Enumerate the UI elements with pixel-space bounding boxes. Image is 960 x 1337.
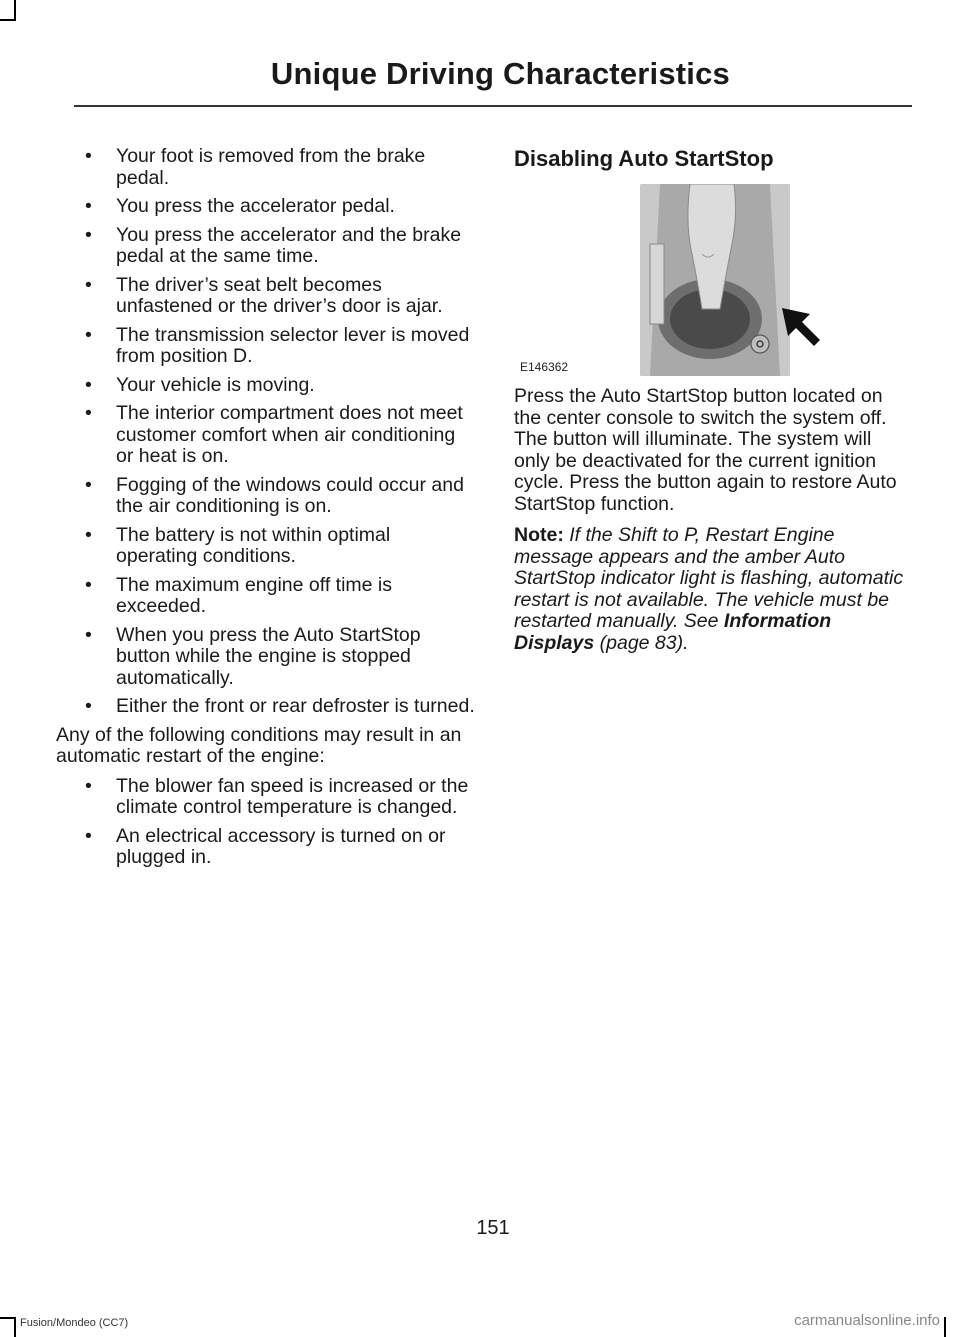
restart-condition-list (56, 776, 476, 869)
list-item (56, 826, 476, 869)
bullet-icon: • (85, 774, 92, 797)
crop-mark (944, 1317, 946, 1337)
bullet-icon: • (85, 223, 92, 246)
list-item (56, 575, 476, 618)
bullet-icon: • (85, 695, 92, 717)
bullet-icon: • (85, 402, 92, 424)
list-item (56, 325, 476, 368)
list-item (56, 625, 476, 690)
list-item (56, 275, 476, 318)
list-item (56, 196, 476, 218)
list-item-text: Your vehicle is moving. (116, 373, 315, 396)
list-item-text: The interior compartment does not meet customer comfort when air conditioning or heat is on. (116, 402, 463, 467)
list-item-text: Your foot is removed from the brake pedal. (116, 145, 426, 189)
list-item-text: When you press the Auto StartStop button while the engine is stopped automatically. (116, 623, 421, 689)
header-divider (74, 105, 912, 107)
list-item-text: You press the accelerator pedal. (116, 195, 395, 217)
crop-mark (14, 0, 16, 20)
list-item-text: Fogging of the windows could occur and the air conditioning is on. (116, 473, 464, 517)
list-item-text: The battery is not within optimal operating conditions. (116, 523, 391, 567)
bullet-icon: • (85, 145, 92, 167)
bullet-icon: • (85, 473, 92, 496)
list-item (56, 403, 476, 468)
bullet-icon: • (85, 195, 92, 217)
footer-model: Fusion/Mondeo (CC7) (20, 1317, 129, 1329)
list-item (56, 375, 476, 397)
figure-code: E146362 (520, 360, 569, 374)
list-item-text: You press the accelerator and the brake pedal at the same time. (116, 223, 462, 267)
left-column (56, 146, 476, 876)
bullet-icon: • (85, 523, 92, 546)
watermark-site: carmanualsonline.info (794, 1312, 940, 1329)
note-paragraph (514, 525, 910, 654)
page-title: Unique Driving Characteristics (270, 56, 730, 91)
gear-shifter-image (640, 184, 790, 376)
list-item (56, 525, 476, 568)
stop-condition-list (56, 146, 476, 718)
list-item-text: The blower fan speed is increased or the climate control temperature is changed. (116, 774, 469, 818)
information-displays-link[interactable]: Information Displays (514, 610, 832, 654)
arrow-icon (778, 304, 822, 348)
bullet-icon: • (85, 824, 92, 847)
console-figure (514, 184, 814, 376)
disable-instructions: Press the Auto StartStop button located on the center console to switch the system off. The button will illuminate. The system will only be deactivated for the current ignition cycle. Press the button again to restore Auto StartStop function. (514, 385, 897, 515)
crop-mark (0, 19, 16, 21)
note-text: If the Shift to P, Restart Engine message appears and the amber Auto StartStop indicator light is flashing, automatic restart is not available. The vehicle must be restarted manually. See (514, 524, 904, 632)
list-item-text: The maximum engine off time is exceeded. (116, 573, 392, 617)
bullet-icon: • (85, 273, 92, 296)
list-item (56, 225, 476, 268)
page-number: 151 (476, 1217, 510, 1239)
bullet-icon: • (85, 573, 92, 596)
gear-shifter-illustration (640, 184, 790, 376)
bullet-icon: • (85, 323, 92, 346)
list-item-text: Either the front or rear defroster is turned. (116, 695, 475, 717)
bullet-icon: • (85, 623, 92, 646)
crop-mark (0, 1317, 16, 1319)
list-item (56, 146, 476, 189)
list-item-text: An electrical accessory is turned on or plugged in. (116, 824, 446, 868)
right-column (514, 146, 910, 661)
list-item (56, 776, 476, 819)
list-item (56, 475, 476, 518)
bullet-icon: • (85, 373, 92, 396)
restart-intro: Any of the following conditions may result in an automatic restart of the engine: (56, 723, 462, 767)
list-item-text: The driver’s seat belt becomes unfastened or the driver’s door is ajar. (116, 273, 443, 317)
note-page-ref: (page 83). (599, 631, 689, 654)
list-item (56, 696, 476, 718)
crop-mark (14, 1317, 16, 1337)
note-label: Note: (514, 524, 564, 546)
section-heading: Disabling Auto StartStop (514, 146, 774, 171)
list-item-text: The transmission selector lever is moved from position D. (116, 323, 470, 367)
